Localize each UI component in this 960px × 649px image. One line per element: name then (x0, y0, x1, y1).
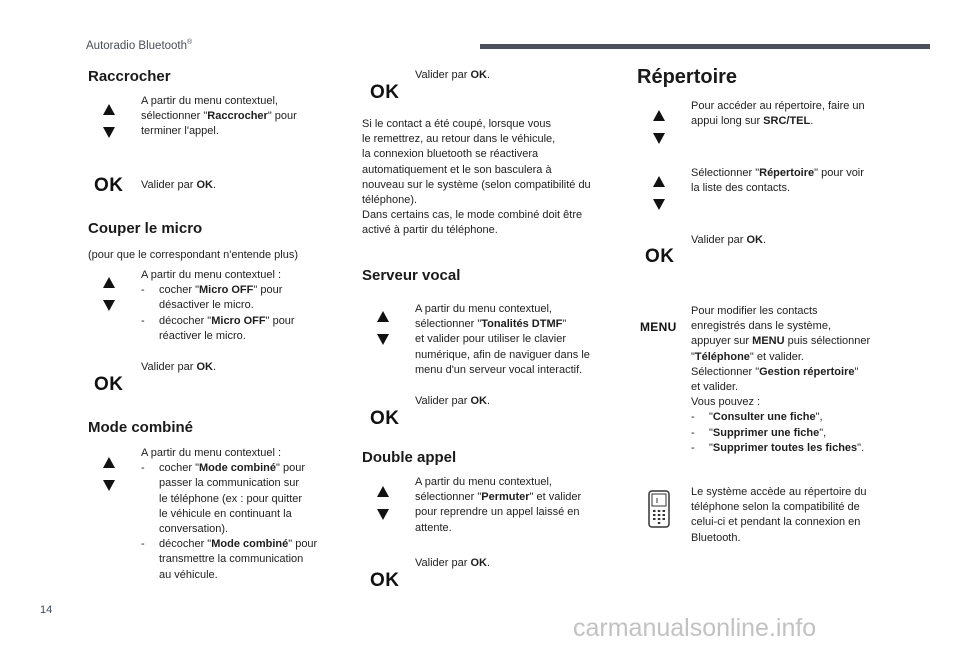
heading-couper-micro: Couper le micro (88, 220, 203, 237)
serveur-validate: Valider par OK. (415, 395, 490, 407)
page-number: 14 (40, 604, 53, 616)
heading-raccrocher: Raccrocher (88, 68, 171, 85)
repertoire-compat-text: Le système accède au répertoire du téléphone selon la compatibilité de celui-ci et pendant la connexion en Bluetooth. (691, 486, 867, 544)
mobile-phone-icon (648, 490, 670, 528)
ok-button-icon: OK (94, 374, 124, 395)
heading-mode-combine: Mode combiné (88, 419, 194, 436)
ok-button-icon: OK (370, 570, 400, 591)
couper-intro: (pour que le correspondant n'entende plus) (88, 249, 299, 261)
serveur-text: A partir du menu contextuel, sélectionner "Tonalités DTMF" et valider pour utiliser le clavier numérique, afin de naviguer dans le menu d'un serveur vocal interactif. (415, 303, 590, 376)
double-appel-text: A partir du menu contextuel, sélectionner "Permuter" et valider pour reprendre un appel laissé en attente. (415, 476, 582, 534)
ok-button-icon: OK (94, 175, 124, 196)
couper-text: A partir du menu contextuel : - cocher "Micro OFF" pour désactiver le micro. - décocher "Micro OFF" pour réactiver le micro. (141, 269, 295, 342)
top-validate: Valider par OK. (415, 69, 490, 81)
ok-button-icon: OK (370, 82, 400, 103)
repertoire-access-text: Pour accéder au répertoire, faire un appui long sur SRC/TEL. (691, 100, 865, 128)
heading-repertoire: Répertoire (637, 66, 738, 88)
watermark: carmanualsonline.info (573, 614, 817, 642)
header-rule (480, 44, 930, 49)
couper-validate: Valider par OK. (141, 361, 216, 373)
repertoire-select-text: Sélectionner "Répertoire" pour voir la liste des contacts. (691, 167, 864, 195)
heading-serveur-vocal: Serveur vocal (362, 267, 461, 284)
ok-button-icon: OK (645, 246, 675, 267)
repertoire-validate: Valider par OK. (691, 234, 766, 246)
combine-note-paragraph: Si le contact a été coupé, lorsque vous le remettrez, au retour dans le véhicule, la connexion bluetooth se réactivera automatiquement et le son basculera à nouveau sur le système (selon compatibilité du téléphone). Dans certains cas, le mode combiné doit être activé à partir du téléphone. (362, 118, 591, 237)
menu-button-icon: MENU (640, 320, 677, 334)
mode-combine-text: A partir du menu contextuel : - cocher "Mode combiné" pour passer la communication sur le téléphone (ex : pour quitter le véhicule en continuant la conversation). - décocher "Mode combiné" pour transmettre la communication au véhicule. (141, 447, 318, 581)
double-appel-validate: Valider par OK. (415, 557, 490, 569)
raccrocher-text: A partir du menu contextuel, sélectionner "Raccrocher" pour terminer l'appel. (141, 95, 297, 138)
heading-double-appel: Double appel (362, 449, 457, 466)
repertoire-modify-text: Pour modifier les contacts enregistrés dans le système, appuyer sur MENU puis sélectionner "Téléphone" et valider. Sélectionner "Gestion répertoire" et valider. Vous pouvez : - "Consulter une fiche", - "Supprimer une fiche", - "Supprimer toutes les fiches". (691, 305, 871, 454)
ok-button-icon: OK (370, 408, 400, 429)
raccrocher-validate: Valider par OK. (141, 179, 216, 191)
running-header: Autoradio Bluetooth® (86, 39, 193, 52)
